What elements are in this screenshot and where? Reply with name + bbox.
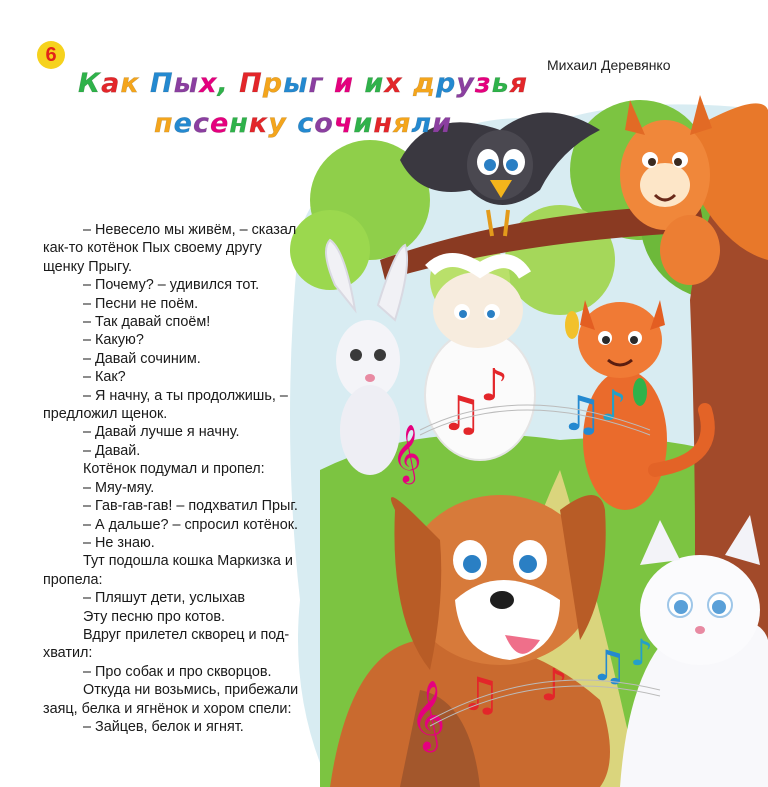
- story-line: – Невесело мы живём, – сказал: [83, 222, 297, 238]
- story-line: заяц, белка и ягнёнок и хором спели:: [43, 700, 292, 717]
- story-line: Эту песню про котов.: [83, 608, 226, 625]
- svg-text:♫: ♫: [590, 641, 628, 690]
- story-line: Тут подошла кошка Маркизка и: [83, 553, 293, 570]
- story-line: – Как?: [83, 369, 126, 386]
- story-line: – Зайцев, белок и ягнят.: [83, 718, 244, 735]
- story-line: – Гав-гав-гав! – подхватил Прыг.: [83, 498, 298, 515]
- svg-text:♪: ♪: [480, 360, 509, 411]
- story-line: – Давай.: [83, 442, 141, 459]
- svg-text:♪: ♪: [600, 381, 627, 430]
- story-line: Откуда ни возьмись, прибежали: [83, 682, 299, 699]
- story-line: – Какую?: [83, 332, 144, 349]
- story-text: [43, 221, 328, 736]
- title-line-1: Как Пых, Прыг и их друзья: [78, 68, 528, 99]
- story-line: хватил:: [43, 645, 93, 662]
- svg-text:♫: ♫: [460, 667, 502, 721]
- story-line: предложил щенок.: [43, 406, 168, 423]
- story-line: – Почему? – удивился тот.: [83, 277, 260, 294]
- story-line: – Мяу-мяу.: [83, 479, 155, 496]
- story-line: – Про собак и про скворцов.: [83, 663, 272, 680]
- svg-text:𝄞: 𝄞: [392, 424, 422, 482]
- page-number: 6: [45, 43, 57, 66]
- svg-text:𝄞: 𝄞: [410, 680, 446, 750]
- story-title: [78, 64, 528, 144]
- page-number-badge: [37, 41, 65, 69]
- svg-text:♫: ♫: [440, 386, 484, 442]
- story-line: – Не знаю.: [83, 534, 155, 551]
- author-name: Михаил Деревянко: [547, 57, 671, 73]
- story-line: – Давай лучше я начну.: [83, 424, 240, 441]
- story-line: Вдруг прилетел скворец и под-: [83, 626, 290, 643]
- story-line: – Песни не поём.: [83, 295, 199, 312]
- story-line: – Пляшут дети, услыхав: [83, 590, 246, 607]
- story-line: – А дальше? – спросил котёнок.: [83, 516, 299, 533]
- story-line: – Давай сочиним.: [83, 350, 201, 367]
- story-line: – Так давай споём!: [83, 314, 211, 331]
- title-line-2: песенку сочиняли: [153, 108, 453, 139]
- story-line: пропела:: [43, 571, 103, 588]
- story-line: щенку Прыгу.: [43, 258, 132, 275]
- story-line: Котёнок подумал и пропел:: [83, 461, 265, 478]
- story-line: как-то котёнок Пых своему другу: [43, 240, 262, 257]
- story-line: – Я начну, а ты продолжишь, –: [83, 387, 288, 404]
- svg-text:♪: ♪: [630, 633, 653, 674]
- svg-text:♪: ♪: [540, 660, 569, 711]
- svg-text:♫: ♫: [560, 386, 604, 442]
